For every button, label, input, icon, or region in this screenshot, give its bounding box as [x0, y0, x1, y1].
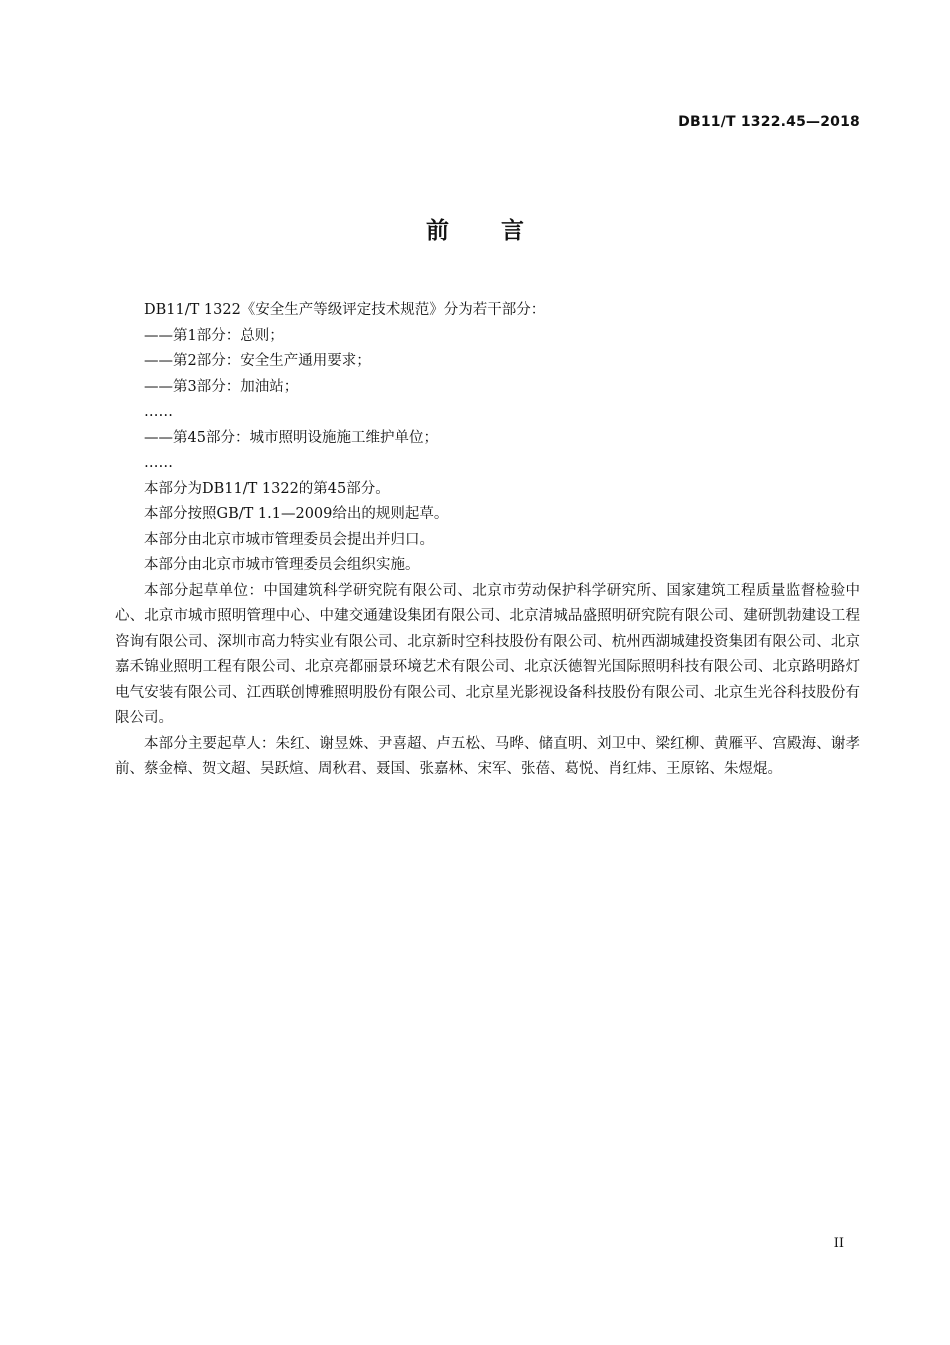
paragraph-drafting-rules: 本部分按照GB/T 1.1—2009给出的规则起草。 — [144, 506, 449, 522]
paragraph-proposed-by: 本部分由北京市城市管理委员会提出并归口。 — [144, 531, 434, 548]
paragraph-implemented-by: 本部分由北京市城市管理委员会组织实施。 — [144, 557, 420, 573]
paragraph-drafting-units: 本部分起草单位：中国建筑科学研究院有限公司、北京市劳动保护科学研究所、国家建筑工程质量监督检验中心、北京市城市照明管理中心、中建交通建设集团有限公司、北京清城品盛照明研究院有限公司、建研凯勃建设工程咨询有限公司、深圳市高力特实业有限公司、北京新时空科技股份有限公司、杭州西湖城建投资集团有限公司、北京嘉禾锦业照明工程有限公司、北京亮都丽景环境艺术有限公司、北京沃德智光国际照明科技有限公司、北京路明路灯电气安装有限公司、江西联创博雅照明股份有限公司、北京星光影视设备科技股份有限公司、北京生光谷科技股份有限公司。 — [115, 582, 860, 726]
page-title: 前 言 — [425, 218, 546, 244]
page-number: II — [833, 1236, 844, 1251]
list-item-part-2: ——第2部分：安全生产通用要求； — [144, 353, 371, 369]
list-item-part-1: ——第1部分：总则； — [144, 327, 284, 344]
list-item-part-45: ——第45部分：城市照明设施施工维护单位； — [144, 429, 438, 446]
list-ellipsis: …… — [144, 455, 173, 471]
foreword-body — [115, 298, 860, 783]
list-ellipsis: …… — [144, 404, 173, 420]
paragraph-part-statement: 本部分为DB11/T 1322的第45部分。 — [144, 480, 390, 497]
list-item-part-3: ——第3部分：加油站； — [144, 378, 299, 395]
paragraph-drafters: 本部分主要起草人：朱红、谢昱姝、尹喜超、卢五松、马晔、储直明、刘卫中、梁红柳、黄雁平、宫殿海、谢孝前、蔡金樟、贺文超、吴跃煊、周秋君、聂国、张嘉林、宋军、张蓓、葛悦、肖红炜、王原铭、朱煜焜。 — [115, 735, 860, 777]
standard-code-header: DB11/T 1322.45—2018 — [678, 114, 860, 130]
paragraph-series-intro: DB11/T 1322《安全生产等级评定技术规范》分为若干部分： — [144, 302, 546, 318]
